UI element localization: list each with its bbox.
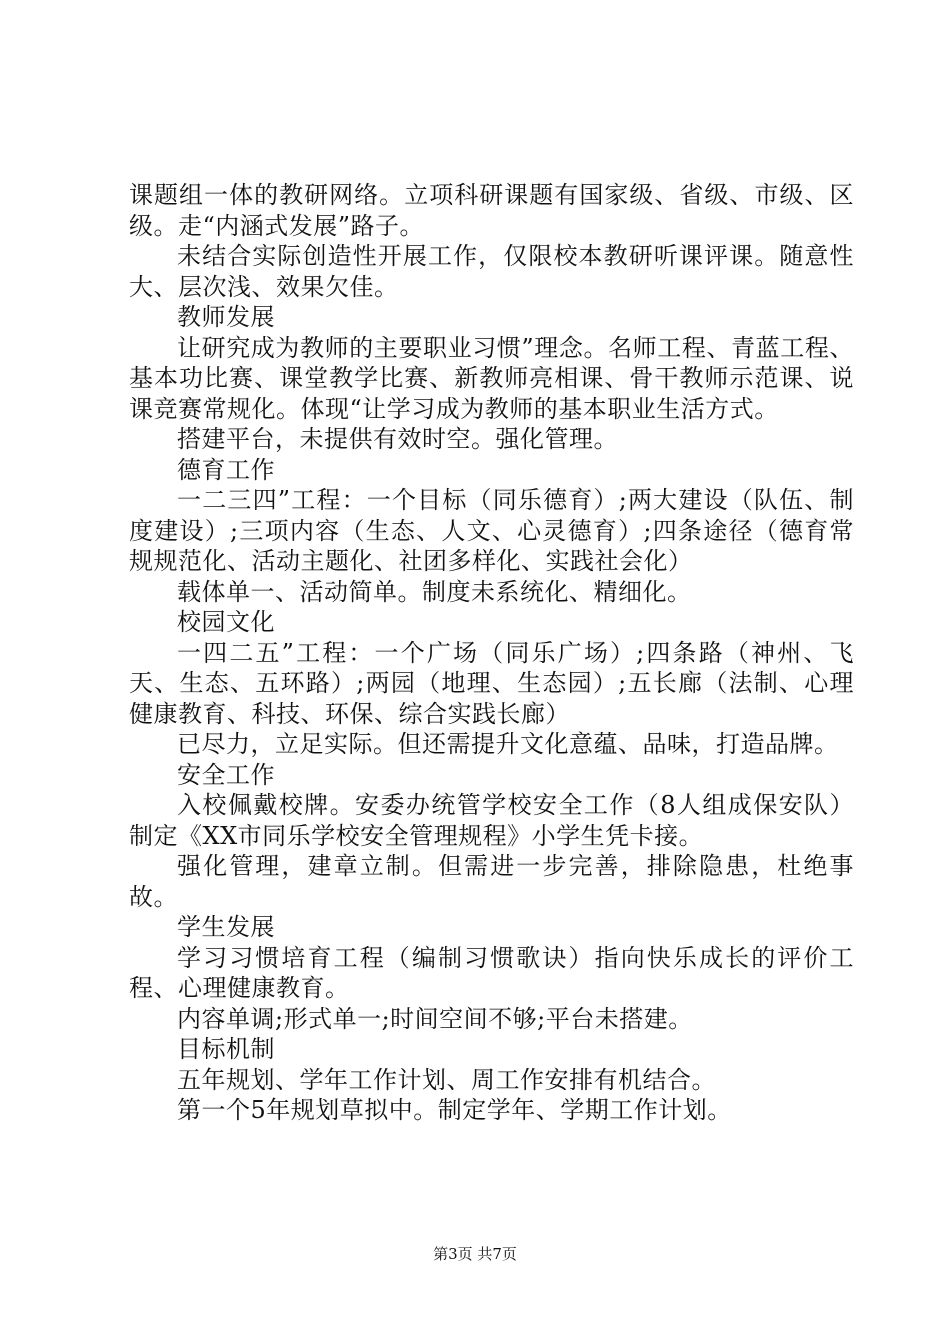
paragraph: 载体单一、活动简单。制度未系统化、精细化。 <box>177 577 692 606</box>
paragraph: 让研究成为教师的主要职业习惯”理念。名师工程、青蓝工程、基本功比赛、课堂教学比赛、新教师亮相课、骨干教师示范课、说课竞赛常规化。体现“让学习成为教师的基本职业生活方式。 <box>129 333 854 423</box>
section-heading: 教师发展 <box>177 303 275 331</box>
paragraph: 课题组一体的教研网络。立项科研课题有国家级、省级、市级、区级。走“内涵式发展”路子。 <box>129 181 854 240</box>
paragraph: 五年规划、学年工作计划、周工作安排有机结合。 <box>177 1065 716 1094</box>
paragraph: 已尽力，立足实际。但还需提升文化意蕴、品味，打造品牌。 <box>177 730 839 758</box>
paragraph: 一四二五”工程：一个广场（同乐广场）;四条路（神州、飞天、生态、五环路）;两园（地理、生态园）;五长廊（法制、心理健康教育、科技、环保、综合实践长廊） <box>129 638 854 728</box>
paragraph: 第一个5年规划草拟中。制定学年、学期工作计划。 <box>177 1096 732 1124</box>
paragraph: 强化管理，建章立制。但需进一步完善，排除隐患，杜绝事故。 <box>129 852 854 911</box>
paragraph: 未结合实际创造性开展工作，仅限校本教研听课评课。随意性大、层次浅、效果欠佳。 <box>129 242 854 301</box>
section-heading: 学生发展 <box>177 913 275 941</box>
section-heading: 校园文化 <box>177 608 275 636</box>
section-heading: 德育工作 <box>177 455 275 484</box>
paragraph: 学习习惯培育工程（编制习惯歌诀）指向快乐成长的评价工程、心理健康教育。 <box>129 943 854 1002</box>
paragraph: 内容单调;形式单一;时间空间不够;平台未搭建。 <box>177 1004 693 1033</box>
section-heading: 安全工作 <box>177 760 275 789</box>
section-heading: 目标机制 <box>177 1035 275 1063</box>
paragraph: 搭建平台，未提供有效时空。强化管理。 <box>177 425 618 453</box>
paragraph: 一二三四”工程：一个目标（同乐德育）;两大建设（队伍、制度建设）;三项内容（生态、人文、心灵德育）;四条途径（德育常规规范化、活动主题化、社团多样化、实践社会化） <box>129 486 854 575</box>
page-number-footer: 第3页 共7页 <box>433 1245 517 1263</box>
document-body <box>129 180 854 1126</box>
paragraph: 入校佩戴校牌。安委办统管学校安全工作（8人组成保安队）制定《XX市同乐学校安全管理规程》小学生凭卡接。 <box>129 791 854 850</box>
